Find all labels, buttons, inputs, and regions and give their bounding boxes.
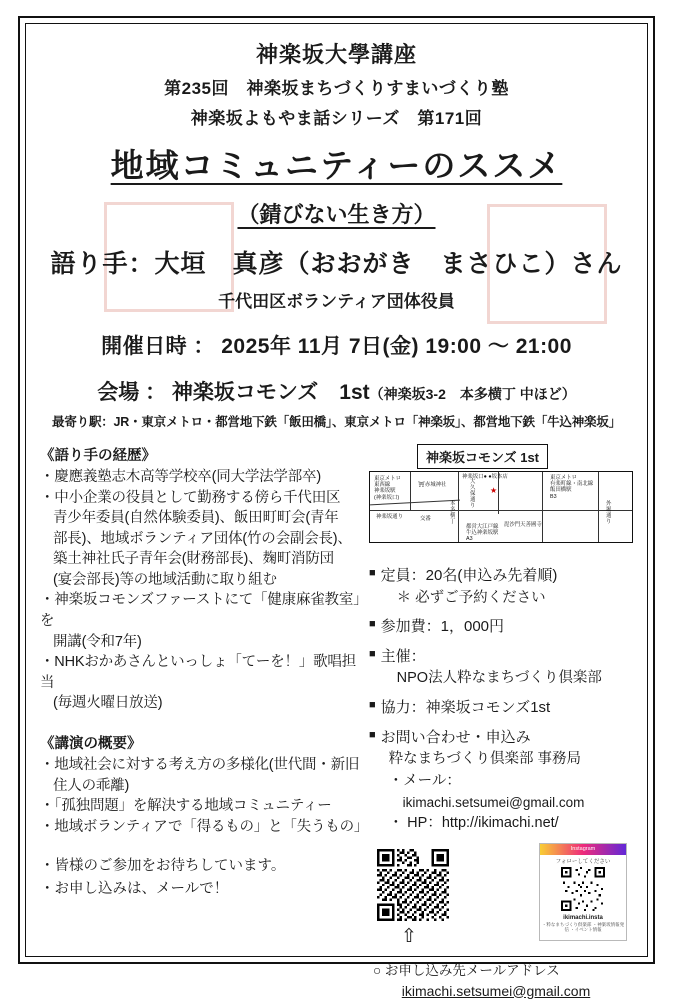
apply-mail-address[interactable]: ikimachi.setsumei@gmail.com [401,982,591,999]
profile-heading: 《語り手の経歴》 [40,448,156,464]
map-road-sotobori [598,472,599,542]
map-text-iidabashi: 東京メトロ 有楽町線・南北線 飯田橋駅 B3 [550,475,594,500]
two-column-body [40,444,633,999]
venue-note: （神楽坂3-2 本多横丁 中ほど） [369,386,576,402]
info-capacity-text: 定員：20名(申込み先着順) [380,567,558,584]
profile-line: (毎週火曜日放送) [53,695,163,712]
info-contact-mail-label: ・メール： [388,772,461,789]
info-contact-mail[interactable]: ikimachi.setsumei@gmail.com [402,794,585,810]
map-text-oedo-line: 都営大江戸線 牛込神楽坂駅 A3 [466,524,499,543]
series-line-1: 第235回 神楽坂まちづくりすまいづくり塾 [164,79,509,98]
profile-line: ・慶應義塾志木高等学校卒(同大学法学部卒) [40,469,321,485]
map-pin-icon: ★ [490,486,498,495]
info-item-contact [369,727,633,835]
info-organizer-name: NPO法人粋なまちづくり倶楽部 [396,670,602,687]
profile-line: 築土神社氏子青年会(財務部長)、麹町消防団 [53,551,334,568]
instagram-follow-text: フォローしてください [555,858,611,865]
info-contact-office: 粋なまちづくり倶楽部 事務局 [388,751,582,767]
apply-label: ○ お申し込み先メールアドレス [373,962,560,978]
event-datetime: 開催日時 ： 2025年 11月 7日(金) 19:00 ～ 21:00 [101,335,572,358]
closing-line: ・皆様のご参加をお待ちしています。 [40,858,286,875]
event-venue [40,376,633,406]
poster-frame [18,16,655,999]
profile-line: ・神楽坂コモンズファーストにて「健康麻雀教室」を [40,592,361,630]
outline-line: ・「孤独問題」を解決する地域コミュニティー [40,798,332,815]
instagram-account-name: ikimachi.insta [563,914,603,921]
map-label: 神楽坂コモンズ 1st [417,444,548,469]
outline-block [40,732,369,837]
info-item-fee [369,616,633,639]
speaker-name: 語り手：大垣 真彦（おおがき まさひこ）さん [50,250,623,278]
profile-line: 開講(令和7年) [53,633,142,650]
map-road-vertical-1 [458,472,459,542]
info-item-cooperation [369,697,633,720]
map-text-koban: 交番 [420,516,431,522]
info-fee-text: 参加費：1，000円 [380,618,505,636]
info-list [369,565,633,835]
outline-line: ・地域社会に対する考え方の多様化(世代間・新旧 [40,756,360,773]
map-text-okubo-dori: 大久保通り [470,479,476,509]
instagram-card[interactable] [539,843,627,941]
info-item-organizer [369,646,633,690]
square-bullet-icon: ■ [369,618,376,631]
map-road-vertical-3 [410,472,411,510]
square-bullet-icon: ■ [369,567,376,579]
info-capacity-note: ＊ 必ずご予約ください [396,589,546,606]
map-text-sotobori-dori: 外堀通り [606,501,612,525]
venue-main: 会場 ： 神楽坂コモンズ 1st [97,381,370,404]
profile-lines [40,467,363,714]
info-item-capacity [369,565,633,609]
speaker-role: 千代田区ボランティア団体役員 [218,292,455,311]
profile-line: 青少年委員(自然体験委員)、飯田町町会(青年 [53,510,339,527]
outline-line: ・地域ボランティアで「得るもの」と「失うもの」 [40,818,369,835]
location-map [369,471,633,543]
square-bullet-icon: ■ [369,647,376,660]
series-line-2: 神楽坂よもやま話シリーズ 第171回 [190,109,483,128]
course-name: 神楽坂大學講座 [255,42,417,67]
map-road-kagurazaka [370,510,632,511]
outline-line: 住人の乖離) [53,777,130,794]
info-contact-text: お問い合わせ・申込み [380,728,531,746]
access-info: 最寄り駅：JR・東京メトロ・都営地下鉄「飯田橋」、東京メトロ「神楽坂」、都営地下鉄「牛込神楽坂」 [52,415,621,429]
info-cooperation-text: 協力：神楽坂コモンズ1st [380,699,551,716]
map-road-vertical-2 [542,472,543,542]
arrow-up-icon: ⇧ [401,925,417,947]
instagram-banner: Instagram [540,844,626,855]
map-text-tokyo-metro-tozai: 東京メトロ 東西線 神楽坂駅 (神楽坂口) [374,476,401,501]
map-text-bishamonten: 毘沙門天善國寺 [504,522,542,528]
outline-heading: 《講演の概要》 [40,735,142,752]
page-title: 地域コミュニティーのススメ [110,147,563,184]
map-text-kagurazaka-shita: 神楽坂口● ●坂本店 [462,474,508,480]
closing-line: ・お申し込みは、メールで！ [40,881,229,898]
left-column [40,444,369,999]
qr-section [369,845,633,947]
page-subtitle: （錆びない生き方） [237,202,436,227]
poster-content [26,38,647,999]
info-organizer-text: 主催： [380,647,426,665]
map-section [369,444,633,543]
instagram-description: ・粋なまちづくり倶楽部 ・神楽坂情報発信 ・イベント情報 [541,921,625,933]
map-text-kagurazaka-dori: 神楽坂通り [376,514,403,520]
square-bullet-icon: ■ [369,699,376,711]
instagram-qr-icon[interactable] [561,867,605,911]
map-text-hondayokocho: 本多横丁 [450,501,456,525]
right-column [369,444,633,999]
profile-line: ・NHKおかあさんといっしょ「てーを！」歌唱担当 [40,654,357,691]
poster-inner-frame [25,23,648,999]
profile-line: 部長)、地域ボランティア団体(竹の会副会長)、 [53,530,352,547]
closing-block [40,855,363,901]
qr-code-icon[interactable] [377,849,449,921]
info-contact-hp[interactable]: ・ HP：http://ikimachi.net/ [388,814,559,831]
square-bullet-icon: ■ [369,728,376,741]
profile-line: (宴会部長)等の地域活動に取り組む [53,571,277,588]
map-text-akagi-shrine: ⛩赤城神社 [418,482,447,488]
profile-line: ・中小企業の役員として勤務する傍ら千代田区 [40,489,341,506]
